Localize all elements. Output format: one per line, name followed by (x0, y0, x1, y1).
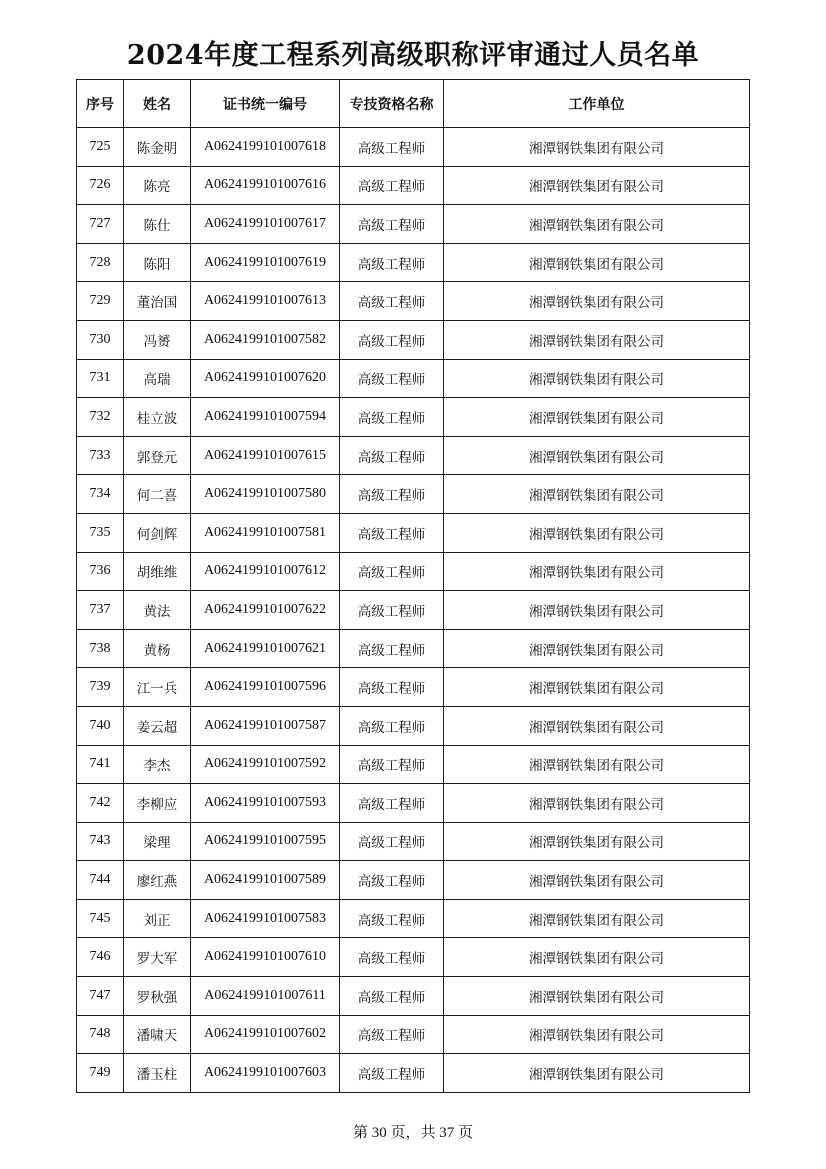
cell-cert-number: A0624199101007619 (191, 243, 340, 282)
cell-qualification: 高级工程师 (340, 977, 444, 1016)
cell-cert-number: A0624199101007593 (191, 784, 340, 823)
table-header-row (77, 80, 750, 128)
table-row (77, 1054, 750, 1093)
personnel-table (76, 79, 750, 1093)
cell-cert-number: A0624199101007618 (191, 128, 340, 167)
cell-cert-number: A0624199101007615 (191, 436, 340, 475)
table-row (77, 629, 750, 668)
cell-work-unit: 湘潭钢铁集团有限公司 (444, 398, 750, 437)
header-cert: 证书统一编号 (191, 80, 340, 128)
cell-name: 董治国 (124, 282, 191, 321)
cell-work-unit: 湘潭钢铁集团有限公司 (444, 938, 750, 977)
cell-qualification: 高级工程师 (340, 475, 444, 514)
table-row (77, 243, 750, 282)
cell-name: 何二喜 (124, 475, 191, 514)
cell-work-unit: 湘潭钢铁集团有限公司 (444, 822, 750, 861)
cell-work-unit: 湘潭钢铁集团有限公司 (444, 861, 750, 900)
cell-work-unit: 湘潭钢铁集团有限公司 (444, 784, 750, 823)
table-row (77, 822, 750, 861)
cell-work-unit: 湘潭钢铁集团有限公司 (444, 475, 750, 514)
table-body (77, 128, 750, 1093)
cell-qualification: 高级工程师 (340, 1054, 444, 1093)
cell-cert-number: A0624199101007589 (191, 861, 340, 900)
cell-work-unit: 湘潭钢铁集团有限公司 (444, 591, 750, 630)
cell-name: 高瑞 (124, 359, 191, 398)
table-row (77, 436, 750, 475)
cell-work-unit: 湘潭钢铁集团有限公司 (444, 128, 750, 167)
header-name: 姓名 (124, 80, 191, 128)
cell-cert-number: A0624199101007595 (191, 822, 340, 861)
cell-cert-number: A0624199101007622 (191, 591, 340, 630)
cell-name: 李杰 (124, 745, 191, 784)
cell-seq: 727 (77, 205, 124, 244)
table-row (77, 282, 750, 321)
cell-work-unit: 湘潭钢铁集团有限公司 (444, 977, 750, 1016)
cell-name: 刘正 (124, 899, 191, 938)
header-unit: 工作单位 (444, 80, 750, 128)
cell-cert-number: A0624199101007603 (191, 1054, 340, 1093)
cell-seq: 737 (77, 591, 124, 630)
cell-name: 罗秋强 (124, 977, 191, 1016)
cell-cert-number: A0624199101007581 (191, 513, 340, 552)
cell-qualification: 高级工程师 (340, 552, 444, 591)
cell-cert-number: A0624199101007587 (191, 706, 340, 745)
cell-name: 潘啸天 (124, 1015, 191, 1054)
cell-name: 冯赟 (124, 320, 191, 359)
cell-name: 陈仕 (124, 205, 191, 244)
table-row (77, 552, 750, 591)
cell-work-unit: 湘潭钢铁集团有限公司 (444, 436, 750, 475)
cell-seq: 733 (77, 436, 124, 475)
cell-work-unit: 湘潭钢铁集团有限公司 (444, 899, 750, 938)
cell-seq: 743 (77, 822, 124, 861)
cell-name: 罗大军 (124, 938, 191, 977)
cell-work-unit: 湘潭钢铁集团有限公司 (444, 552, 750, 591)
cell-qualification: 高级工程师 (340, 1015, 444, 1054)
cell-cert-number: A0624199101007610 (191, 938, 340, 977)
header-seq: 序号 (77, 80, 124, 128)
table-row (77, 591, 750, 630)
cell-seq: 745 (77, 899, 124, 938)
cell-cert-number: A0624199101007592 (191, 745, 340, 784)
cell-seq: 726 (77, 166, 124, 205)
cell-cert-number: A0624199101007620 (191, 359, 340, 398)
cell-seq: 731 (77, 359, 124, 398)
cell-name: 黄杨 (124, 629, 191, 668)
table-row (77, 668, 750, 707)
cell-seq: 735 (77, 513, 124, 552)
cell-qualification: 高级工程师 (340, 166, 444, 205)
cell-seq: 740 (77, 706, 124, 745)
cell-work-unit: 湘潭钢铁集团有限公司 (444, 745, 750, 784)
cell-seq: 728 (77, 243, 124, 282)
cell-work-unit: 湘潭钢铁集团有限公司 (444, 706, 750, 745)
cell-name: 桂立波 (124, 398, 191, 437)
page-title: 2024年度工程系列高级职称评审通过人员名单 (126, 40, 700, 71)
cell-qualification: 高级工程师 (340, 282, 444, 321)
table-row (77, 128, 750, 167)
cell-seq: 744 (77, 861, 124, 900)
cell-qualification: 高级工程师 (340, 359, 444, 398)
cell-cert-number: A0624199101007602 (191, 1015, 340, 1054)
cell-name: 何剑辉 (124, 513, 191, 552)
page-footer: 第 30 页，共 37 页 (352, 1125, 473, 1141)
cell-name: 陈阳 (124, 243, 191, 282)
cell-work-unit: 湘潭钢铁集团有限公司 (444, 166, 750, 205)
cell-qualification: 高级工程师 (340, 938, 444, 977)
cell-work-unit: 湘潭钢铁集团有限公司 (444, 1015, 750, 1054)
table-row (77, 784, 750, 823)
cell-seq: 738 (77, 629, 124, 668)
cell-seq: 741 (77, 745, 124, 784)
cell-qualification: 高级工程师 (340, 861, 444, 900)
table-row (77, 320, 750, 359)
cell-work-unit: 湘潭钢铁集团有限公司 (444, 359, 750, 398)
cell-qualification: 高级工程师 (340, 745, 444, 784)
table-row (77, 205, 750, 244)
cell-name: 廖红燕 (124, 861, 191, 900)
cell-seq: 730 (77, 320, 124, 359)
cell-qualification: 高级工程师 (340, 629, 444, 668)
table-row (77, 475, 750, 514)
cell-cert-number: A0624199101007613 (191, 282, 340, 321)
cell-qualification: 高级工程师 (340, 899, 444, 938)
cell-seq: 742 (77, 784, 124, 823)
cell-qualification: 高级工程师 (340, 513, 444, 552)
cell-seq: 732 (77, 398, 124, 437)
table-row (77, 1015, 750, 1054)
cell-work-unit: 湘潭钢铁集团有限公司 (444, 1054, 750, 1093)
cell-cert-number: A0624199101007617 (191, 205, 340, 244)
cell-name: 姜云超 (124, 706, 191, 745)
cell-qualification: 高级工程师 (340, 822, 444, 861)
header-qual: 专技资格名称 (340, 80, 444, 128)
cell-name: 江一兵 (124, 668, 191, 707)
cell-cert-number: A0624199101007594 (191, 398, 340, 437)
cell-qualification: 高级工程师 (340, 591, 444, 630)
table-row (77, 166, 750, 205)
cell-qualification: 高级工程师 (340, 320, 444, 359)
cell-name: 李柳应 (124, 784, 191, 823)
cell-work-unit: 湘潭钢铁集团有限公司 (444, 320, 750, 359)
table-row (77, 398, 750, 437)
cell-cert-number: A0624199101007616 (191, 166, 340, 205)
cell-seq: 734 (77, 475, 124, 514)
table-row (77, 513, 750, 552)
cell-cert-number: A0624199101007580 (191, 475, 340, 514)
cell-name: 潘玉柱 (124, 1054, 191, 1093)
cell-qualification: 高级工程师 (340, 784, 444, 823)
cell-qualification: 高级工程师 (340, 128, 444, 167)
table-row (77, 899, 750, 938)
cell-name: 陈亮 (124, 166, 191, 205)
table-row (77, 359, 750, 398)
cell-seq: 736 (77, 552, 124, 591)
cell-work-unit: 湘潭钢铁集团有限公司 (444, 205, 750, 244)
cell-seq: 747 (77, 977, 124, 1016)
cell-seq: 748 (77, 1015, 124, 1054)
cell-cert-number: A0624199101007582 (191, 320, 340, 359)
cell-name: 胡维维 (124, 552, 191, 591)
cell-work-unit: 湘潭钢铁集团有限公司 (444, 282, 750, 321)
cell-cert-number: A0624199101007621 (191, 629, 340, 668)
cell-qualification: 高级工程师 (340, 398, 444, 437)
cell-qualification: 高级工程师 (340, 243, 444, 282)
cell-work-unit: 湘潭钢铁集团有限公司 (444, 629, 750, 668)
cell-cert-number: A0624199101007583 (191, 899, 340, 938)
table-row (77, 938, 750, 977)
cell-seq: 749 (77, 1054, 124, 1093)
cell-qualification: 高级工程师 (340, 436, 444, 475)
cell-work-unit: 湘潭钢铁集团有限公司 (444, 513, 750, 552)
cell-name: 黄法 (124, 591, 191, 630)
cell-seq: 729 (77, 282, 124, 321)
table-row (77, 706, 750, 745)
cell-work-unit: 湘潭钢铁集团有限公司 (444, 243, 750, 282)
cell-cert-number: A0624199101007611 (191, 977, 340, 1016)
cell-cert-number: A0624199101007596 (191, 668, 340, 707)
cell-qualification: 高级工程师 (340, 706, 444, 745)
cell-qualification: 高级工程师 (340, 205, 444, 244)
cell-seq: 739 (77, 668, 124, 707)
table-row (77, 861, 750, 900)
cell-qualification: 高级工程师 (340, 668, 444, 707)
cell-cert-number: A0624199101007612 (191, 552, 340, 591)
table-row (77, 745, 750, 784)
table-row (77, 977, 750, 1016)
cell-name: 郭登元 (124, 436, 191, 475)
cell-work-unit: 湘潭钢铁集团有限公司 (444, 668, 750, 707)
cell-name: 梁理 (124, 822, 191, 861)
cell-seq: 746 (77, 938, 124, 977)
cell-seq: 725 (77, 128, 124, 167)
cell-name: 陈金明 (124, 128, 191, 167)
